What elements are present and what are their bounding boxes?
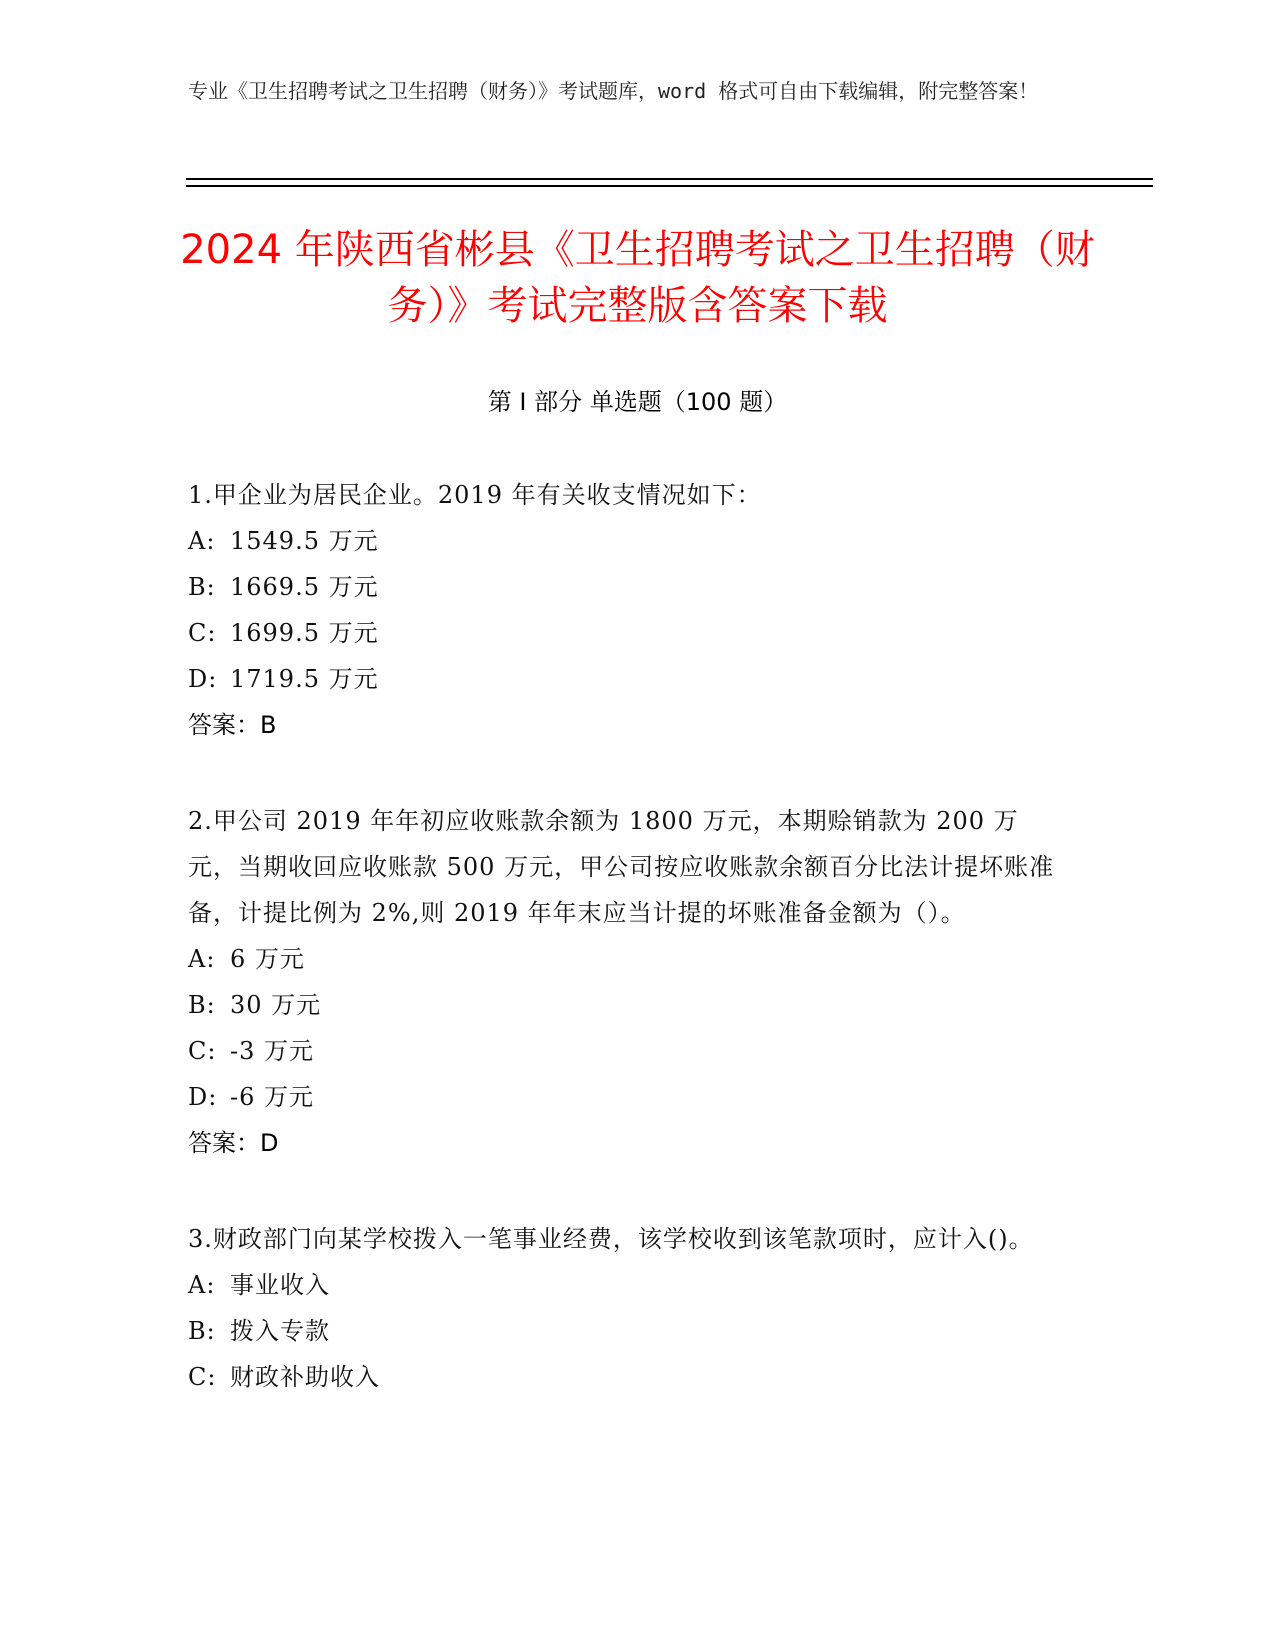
header-note: 专业《卫生招聘考试之卫生招聘（财务）》考试题库，word 格式可自由下载编辑，附完整答案！ xyxy=(188,79,1039,103)
option-text: 财政补助收入 xyxy=(230,1363,380,1391)
question-item xyxy=(188,472,1068,748)
answer-option xyxy=(188,1074,1068,1120)
option-text: -3 万元 xyxy=(230,1037,315,1065)
option-key: A: xyxy=(188,945,216,973)
answer-option xyxy=(188,1308,1068,1354)
option-key: B: xyxy=(188,1317,216,1345)
option-key: D: xyxy=(188,1083,218,1111)
option-text: 事业收入 xyxy=(230,1271,330,1299)
header-rule-top xyxy=(186,178,1153,180)
question-stem: 1.甲企业为居民企业。2019 年有关收支情况如下： xyxy=(188,481,762,509)
option-key: C: xyxy=(188,1363,217,1391)
option-key: A: xyxy=(188,1271,216,1299)
answer-option xyxy=(188,518,1068,564)
question-item xyxy=(188,1216,1068,1400)
option-text: 1549.5 万元 xyxy=(230,527,379,555)
option-text: 1719.5 万元 xyxy=(230,665,379,693)
answer-option xyxy=(188,1262,1068,1308)
answer-option xyxy=(188,982,1068,1028)
question-answer: 答案：B xyxy=(188,711,277,739)
option-key: D: xyxy=(188,665,218,693)
header-rule-bottom xyxy=(186,185,1153,187)
question-list xyxy=(188,472,1068,1450)
option-text: 30 万元 xyxy=(230,991,322,1019)
answer-option xyxy=(188,564,1068,610)
option-key: B: xyxy=(188,991,216,1019)
option-text: 1699.5 万元 xyxy=(230,619,379,647)
answer-option xyxy=(188,1354,1068,1400)
answer-option xyxy=(188,610,1068,656)
answer-option xyxy=(188,1028,1068,1074)
question-stem: 2.甲公司 2019 年年初应收账款余额为 1800 万元，本期赊销款为 200 万元，当期收回应收账款 500 万元，甲公司按应收账款余额百分比法计提坏账准备，计提比例为 2%,则 2019 年年末应当计提的坏账准备金额为（）。 xyxy=(188,807,1055,927)
question-item xyxy=(188,798,1068,1166)
option-key: C: xyxy=(188,1037,217,1065)
option-text: 6 万元 xyxy=(230,945,305,973)
question-answer: 答案：D xyxy=(188,1129,279,1157)
answer-option xyxy=(188,656,1068,702)
option-key: B: xyxy=(188,573,216,601)
section-heading: 第 I 部分 单选题（100 题） xyxy=(487,388,788,416)
option-text: -6 万元 xyxy=(230,1083,315,1111)
question-stem: 3.财政部门向某学校拨入一笔事业经费，该学校收到该笔款项时，应计入()。 xyxy=(188,1225,1034,1253)
document-title: 2024 年陕西省彬县《卫生招聘考试之卫生招聘（财务）》考试完整版含答案下载 xyxy=(180,227,1095,329)
answer-option xyxy=(188,936,1068,982)
option-text: 拨入专款 xyxy=(230,1317,330,1345)
option-key: C: xyxy=(188,619,217,647)
option-text: 1669.5 万元 xyxy=(230,573,379,601)
option-key: A: xyxy=(188,527,216,555)
